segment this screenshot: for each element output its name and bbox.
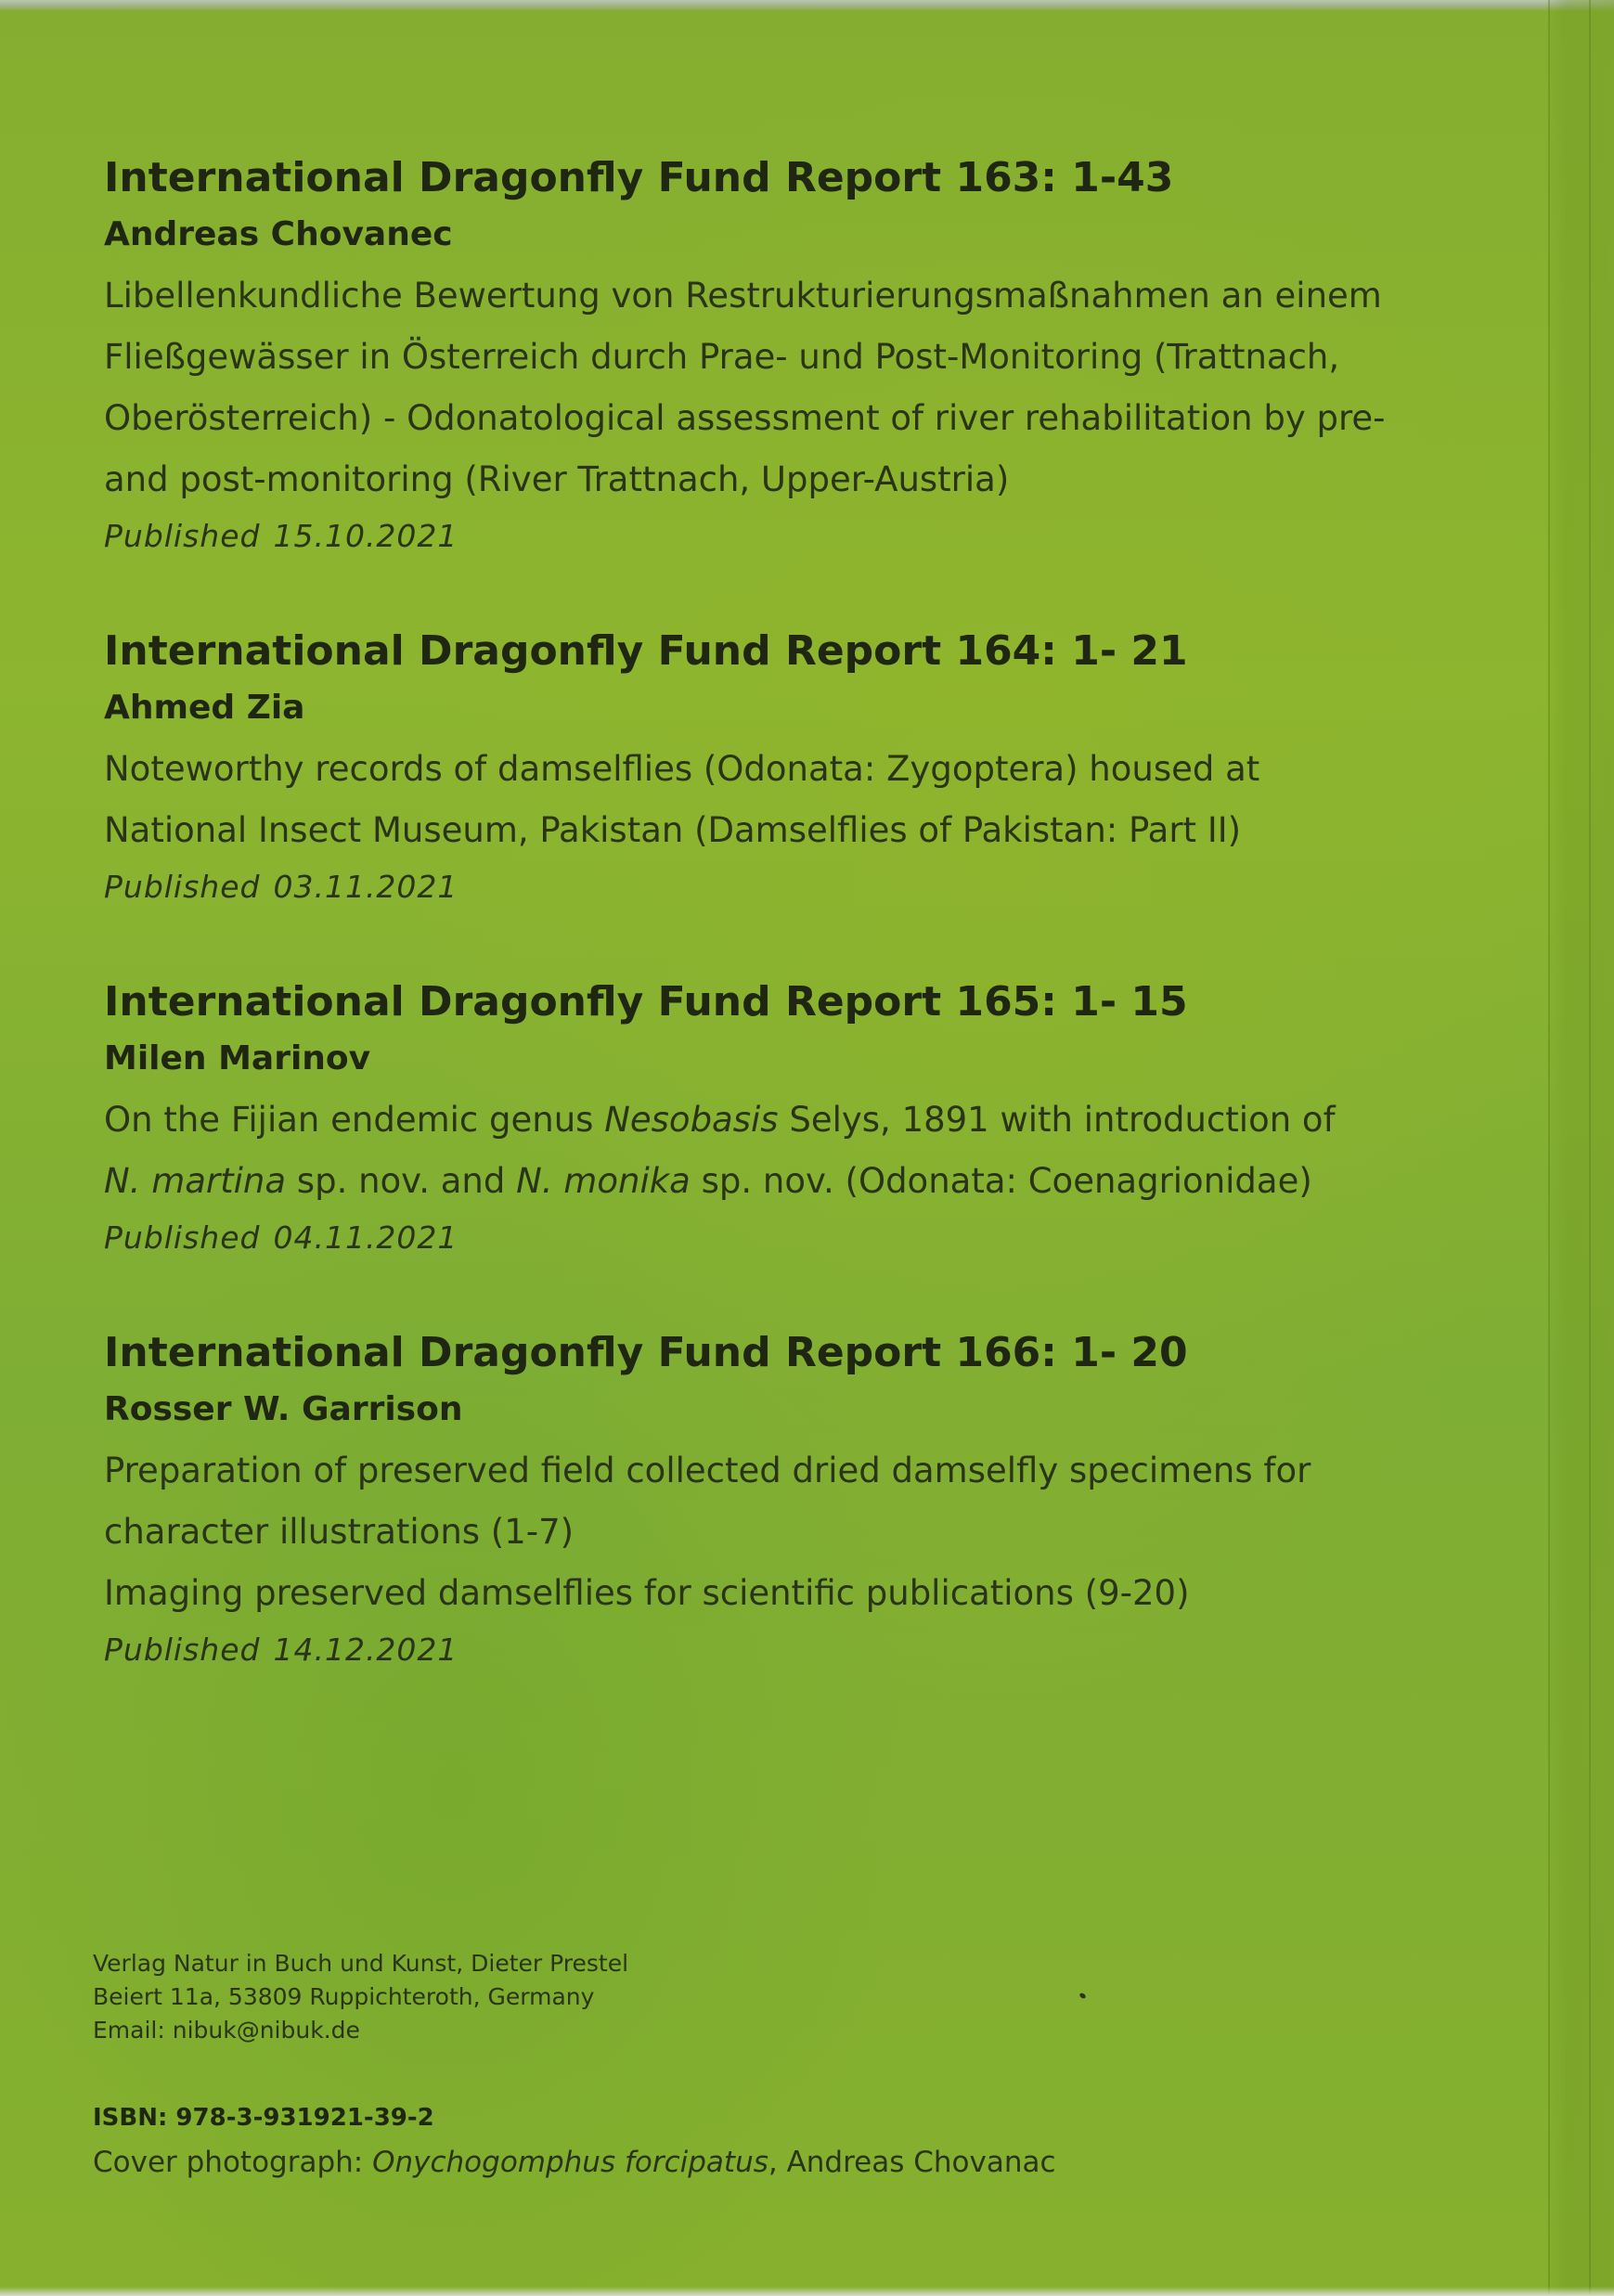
published-date-value: 04.11.2021 (273, 1219, 458, 1256)
page-bottom-edge (0, 2287, 1614, 2296)
abstract-line: Libellenkundliche Bewertung von Restrukturierungsmaßnahmen an einem (104, 276, 1382, 316)
species-name: N. monika (516, 1161, 691, 1201)
report-author: Ahmed Zia (104, 689, 305, 727)
report-abstract (104, 1090, 1515, 1212)
cover-photo-author: , Andreas Chovanac (768, 2146, 1056, 2179)
abstract-line: Imaging preserved damselflies for scientific publications (9-20) (104, 1573, 1190, 1613)
report-title: International Dragonfly Fund Report 165: 1- 15 (104, 978, 1188, 1025)
publisher-name: Verlag Natur in Buch und Kunst, Dieter Prestel (93, 1950, 629, 1977)
report-author: Milen Marinov (104, 1039, 371, 1077)
abstract-line: Fließgewässer in Österreich durch Prae- und Post-Monitoring (Trattnach, (104, 337, 1340, 377)
spine-fold-line (1589, 0, 1591, 2296)
report-author: Rosser W. Garrison (104, 1390, 463, 1428)
report-entry (104, 148, 1515, 562)
cover-photo-credit (93, 2142, 1056, 2183)
abstract-line: Oberösterreich) - Odonatological assessment of river rehabilitation by pre- (104, 398, 1386, 438)
published-label: Published (104, 518, 261, 554)
report-list (104, 148, 1515, 1735)
published-date-value: 14.12.2021 (273, 1632, 458, 1668)
cover-photo-species: Onychogomphus forcipatus (372, 2146, 768, 2179)
abstract-line: On the Fijian endemic genus Nesobasis Selys, 1891 with introduction of (104, 1100, 1336, 1140)
published-label: Published (104, 1632, 261, 1668)
spine-fold-line (1548, 0, 1550, 2296)
published-date (104, 1212, 1515, 1264)
species-name: N. martina (104, 1161, 287, 1201)
isbn: ISBN: 978-3-931921-39-2 (93, 2104, 434, 2132)
report-abstract (104, 265, 1515, 510)
report-entry (104, 1323, 1515, 1676)
published-date-value: 03.11.2021 (273, 869, 458, 905)
page-top-edge (0, 0, 1614, 11)
published-date (104, 1624, 1515, 1676)
abstract-line: and post-monitoring (River Trattnach, Upper-Austria) (104, 459, 1010, 499)
abstract-line: Preparation of preserved field collected dried damselfly specimens for (104, 1451, 1311, 1490)
abstract-line: National Insect Museum, Pakistan (Damselflies of Pakistan: Part II) (104, 810, 1242, 850)
published-date (104, 861, 1515, 913)
report-title: International Dragonfly Fund Report 164: 1- 21 (104, 627, 1188, 675)
report-entry (104, 973, 1515, 1264)
report-title: International Dragonfly Fund Report 166: 1- 20 (104, 1329, 1188, 1376)
report-entry (104, 622, 1515, 913)
published-date-value: 15.10.2021 (273, 518, 458, 554)
publisher-email: Email: nibuk@nibuk.de (93, 2017, 360, 2044)
report-abstract (104, 1440, 1515, 1624)
report-abstract (104, 739, 1515, 861)
report-title: International Dragonfly Fund Report 163: 1-43 (104, 154, 1174, 201)
publisher-block (93, 1947, 1207, 2047)
genus-name: Nesobasis (604, 1100, 779, 1140)
published-label: Published (104, 1219, 261, 1256)
publisher-address: Beiert 11a, 53809 Ruppichteroth, Germany (93, 1983, 595, 2010)
abstract-line: N. martina sp. nov. and N. monika sp. nov. (Odonata: Coenagrionidae) (104, 1161, 1312, 1201)
published-date (104, 510, 1515, 562)
report-author: Andreas Chovanec (104, 215, 453, 253)
abstract-line: Noteworthy records of damselflies (Odonata: Zygoptera) housed at (104, 749, 1260, 789)
published-label: Published (104, 869, 261, 905)
cover-photo-label: Cover photograph: (93, 2146, 373, 2179)
page-right-edge (1545, 0, 1614, 2296)
abstract-line: character illustrations (1-7) (104, 1512, 575, 1552)
